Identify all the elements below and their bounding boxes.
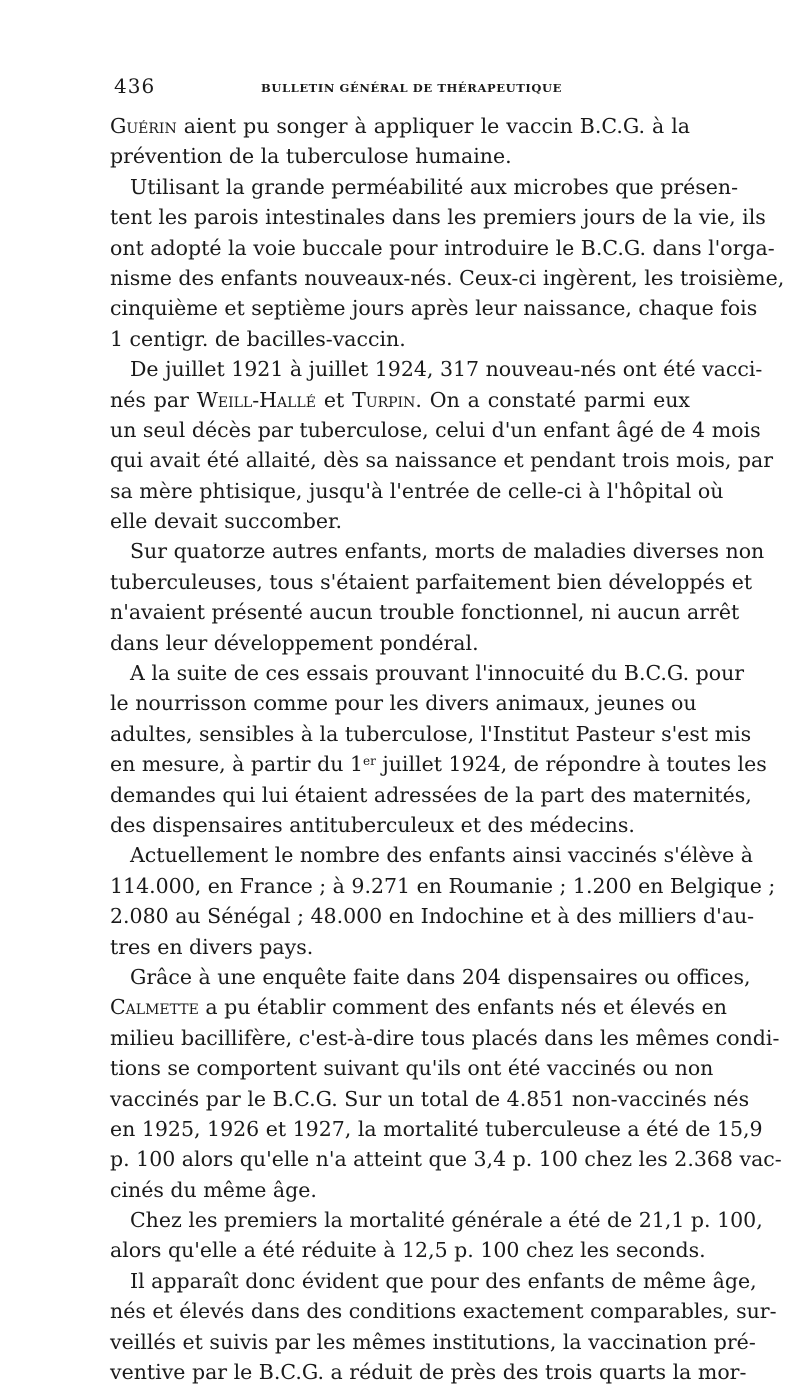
text-run: tions se comportent suivant qu'ils ont été vaccinés ou non <box>110 1056 714 1081</box>
text-run: A la suite de ces essais prouvant l'innocuité du B.C.G. pour <box>130 661 745 686</box>
text-line <box>110 1266 757 1296</box>
text-run: des dispensaires antituberculeux et des médecins. <box>110 812 635 837</box>
text-run: De juillet 1921 à juillet 1924, 317 nouveau-nés ont été vacci- <box>130 357 763 382</box>
text-run: 1 centigr. de bacilles-vaccin. <box>110 326 406 351</box>
text-run: milieu bacillifère, c'est-à-dire tous placés dans les mêmes condi- <box>110 1025 780 1050</box>
author-name: Turpin <box>352 387 416 412</box>
text-line <box>110 962 751 992</box>
text-run: aient pu songer à appliquer le vaccin B.C.G. à la <box>176 114 690 138</box>
text-run: Utilisant la grande perméabilité aux microbes que présen- <box>130 174 739 199</box>
text-run: adultes, sensibles à la tuberculose, l'Institut Pasteur s'est mis <box>110 721 752 746</box>
text-run: 114.000, en France ; à 9.271 en Roumanie ; 1.200 en Belgique ; <box>110 873 776 898</box>
text-run: en 1925, 1926 et 1927, la mortalité tuberculeuse a été de 15,9 <box>110 1116 763 1141</box>
text-line <box>110 536 765 566</box>
text-line <box>110 932 690 962</box>
text-line <box>110 1114 763 1144</box>
text-run: nés et élevés dans des conditions exactement comparables, sur- <box>110 1299 777 1324</box>
text-run: n'avaient présenté aucun trouble fonctionnel, ni aucun arrêt <box>110 600 740 625</box>
text-line <box>110 567 753 597</box>
author-name: Guérin <box>110 114 177 138</box>
text-line <box>110 233 775 263</box>
text-run: nés par <box>110 387 197 412</box>
text-run: sa mère phtisique, jusqu'à l'entrée de celle-ci à l'hôpital où <box>110 478 724 503</box>
text-line <box>110 506 690 536</box>
text-run: et <box>315 387 353 412</box>
text-run: cinés du même âge. <box>110 1177 317 1202</box>
text-line <box>110 871 776 901</box>
text-run: 2.080 au Sénégal ; 48.000 en Indochine et à des milliers d'au- <box>110 904 755 929</box>
text-line <box>110 840 753 870</box>
text-run: p. 100 alors qu'elle n'a atteint que 3,4 p. 100 chez les 2.368 vac- <box>110 1147 782 1172</box>
text-line <box>110 415 761 445</box>
text-run: dans leur développement pondéral. <box>110 630 479 655</box>
text-run: ont adopté la voie buccale pour introduire le B.C.G. dans l'orga- <box>110 235 775 260</box>
text-run: veillés et suivis par les mêmes institutions, la vaccination pré- <box>110 1329 756 1354</box>
text-line <box>110 263 785 293</box>
text-line <box>110 385 690 415</box>
text-line <box>110 1296 777 1326</box>
text-line <box>110 780 752 810</box>
text-run: cinquième et septième jours après leur naissance, chaque fois <box>110 296 758 321</box>
text-line <box>110 719 752 749</box>
text-line <box>110 1053 714 1083</box>
text-run: nisme des enfants nouveaux-nés. Ceux-ci ingèrent, les troisième, <box>110 265 785 290</box>
text-line <box>110 810 690 840</box>
text-line <box>110 141 690 171</box>
text-run: qui avait été allaité, dès sa naissance et pendant trois mois, par <box>110 448 774 473</box>
text-run: Sur quatorze autres enfants, morts de maladies diverses non <box>130 539 765 564</box>
text-line <box>110 901 755 931</box>
text-line <box>110 749 767 779</box>
text-run: le nourrisson comme pour les divers animaux, jeunes ou <box>110 691 697 716</box>
text-line <box>110 1357 747 1387</box>
text-run: vaccinés par le B.C.G. Sur un total de 4.851 non-vaccinés nés <box>110 1086 750 1111</box>
text-line <box>110 1023 780 1053</box>
text-line <box>110 1235 706 1265</box>
text-line <box>110 172 739 202</box>
text-run: ventive par le B.C.G. a réduit de près des trois quarts la mor- <box>110 1360 747 1385</box>
text-run: Actuellement le nombre des enfants ainsi vaccinés s'élève à <box>130 843 753 868</box>
text-line <box>110 1084 750 1114</box>
running-header <box>114 74 686 98</box>
text-line <box>110 628 690 658</box>
text-run: a pu établir comment des enfants nés et élevés en <box>198 995 727 1020</box>
superscript: er <box>363 754 376 769</box>
text-run: Grâce à une enquête faite dans 204 dispensaires ou offices, <box>130 964 751 989</box>
text-run: elle devait succomber. <box>110 509 343 534</box>
text-run: demandes qui lui étaient adressées de la part des maternités, <box>110 782 752 807</box>
text-run: Chez les premiers la mortalité générale a été de 21,1 p. 100, <box>130 1208 763 1233</box>
running-title: BULLETIN GÉNÉRAL DE THÉRAPEUTIQUE <box>261 81 562 95</box>
text-run: tres en divers pays. <box>110 934 314 959</box>
text-run: juillet 1924, de répondre à toutes les <box>375 752 767 777</box>
text-run: prévention de la tuberculose humaine. <box>110 144 512 169</box>
author-name: Weill-Hallé <box>196 387 316 412</box>
text-line <box>110 354 763 384</box>
text-line <box>110 992 727 1022</box>
text-run: . On a constaté parmi eux <box>415 387 690 412</box>
text-line <box>110 1327 756 1357</box>
text-line <box>110 688 697 718</box>
body-text <box>110 111 785 1387</box>
text-run: un seul décès par tuberculose, celui d'un enfant âgé de 4 mois <box>110 417 761 442</box>
text-line <box>110 202 766 232</box>
author-name: Calmette <box>110 995 199 1020</box>
text-run: en mesure, à partir du 1 <box>110 752 363 777</box>
text-run: Il apparaît donc évident que pour des enfants de même âge, <box>130 1268 757 1293</box>
text-line <box>110 324 690 354</box>
text-line <box>110 445 774 475</box>
text-line <box>110 293 758 323</box>
page-number: 436 <box>114 74 156 98</box>
text-line <box>110 1144 782 1174</box>
text-line <box>110 1175 690 1205</box>
text-line <box>110 1205 763 1235</box>
text-run: tent les parois intestinales dans les premiers jours de la vie, ils <box>110 205 766 230</box>
text-line <box>110 476 724 506</box>
text-line <box>110 597 740 627</box>
text-line <box>110 111 690 141</box>
text-run: alors qu'elle a été réduite à 12,5 p. 100 chez les seconds. <box>110 1238 706 1263</box>
text-run: tuberculeuses, tous s'étaient parfaitement bien développés et <box>110 569 753 594</box>
text-line <box>110 658 745 688</box>
